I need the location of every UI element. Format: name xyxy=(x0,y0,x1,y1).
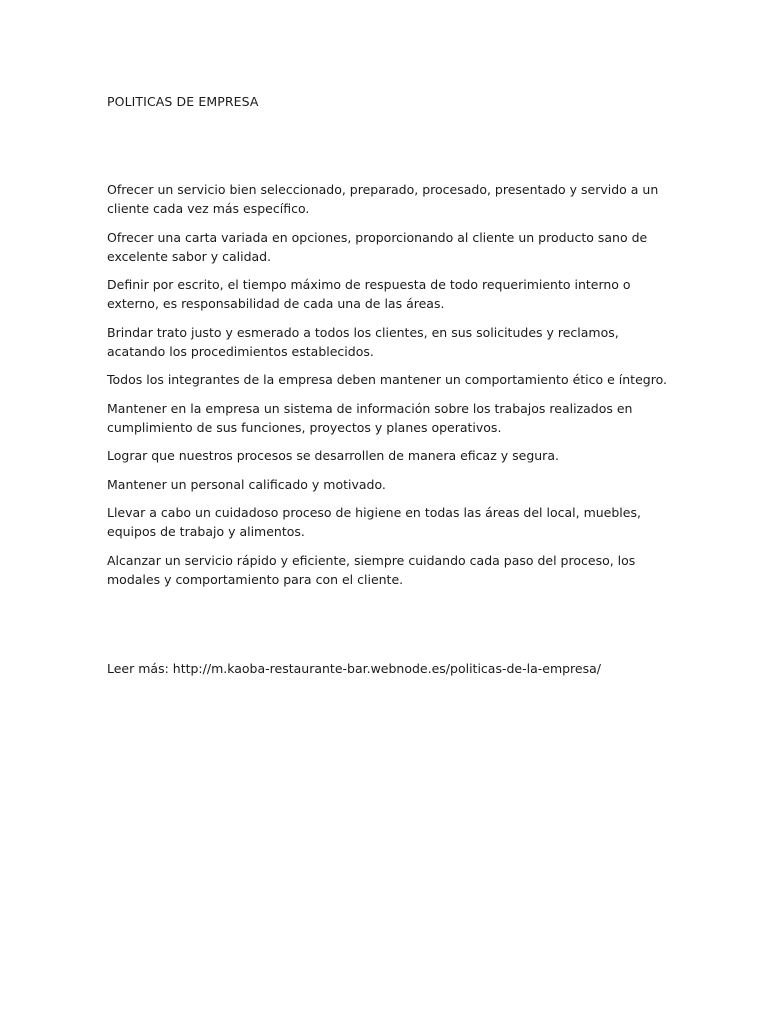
policy-paragraph-5: Todos los integrantes de la empresa deben mantener un comportamiento ético e íntegro. xyxy=(107,372,667,387)
policy-paragraph-6: Mantener en la empresa un sistema de información sobre los trabajos realizados en cumplimiento de sus funciones, proyectos y planes operativos. xyxy=(107,400,633,435)
policy-paragraph-7: Lograr que nuestros procesos se desarrollen de manera eficaz y segura. xyxy=(107,448,559,463)
policy-paragraph-1: Ofrecer un servicio bien seleccionado, preparado, procesado, presentado y servido a un cliente cada vez más específico. xyxy=(107,182,659,216)
policy-paragraph-10: Alcanzar un servicio rápido y eficiente, siempre cuidando cada paso del proceso, los modales y comportamiento para con el cliente. xyxy=(107,552,636,587)
policy-paragraph-8: Mantener un personal calificado y motivado. xyxy=(107,476,386,492)
read-more-link-text: Leer más: http://m.kaoba-restaurante-bar.webnode.es/politicas-de-la-empresa/ xyxy=(107,661,601,676)
policy-paragraph-3: Definir por escrito, el tiempo máximo de respuesta de todo requerimiento interno o externo, es responsabilidad de cada una de las áreas. xyxy=(107,277,631,311)
policy-paragraph-9: Llevar a cabo un cuidadoso proceso de higiene en todas las áreas del local, muebles, equipos de trabajo y alimentos. xyxy=(107,505,641,539)
document-title: POLITICAS DE EMPRESA xyxy=(107,94,259,109)
policy-paragraph-2: Ofrecer una carta variada en opciones, proporcionando al cliente un producto sano de excelente sabor y calidad. xyxy=(107,229,648,264)
policy-paragraph-4: Brindar trato justo y esmerado a todos los clientes, en sus solicitudes y reclamos, acatando los procedimientos establecidos. xyxy=(107,324,619,359)
policy-list xyxy=(107,180,667,598)
